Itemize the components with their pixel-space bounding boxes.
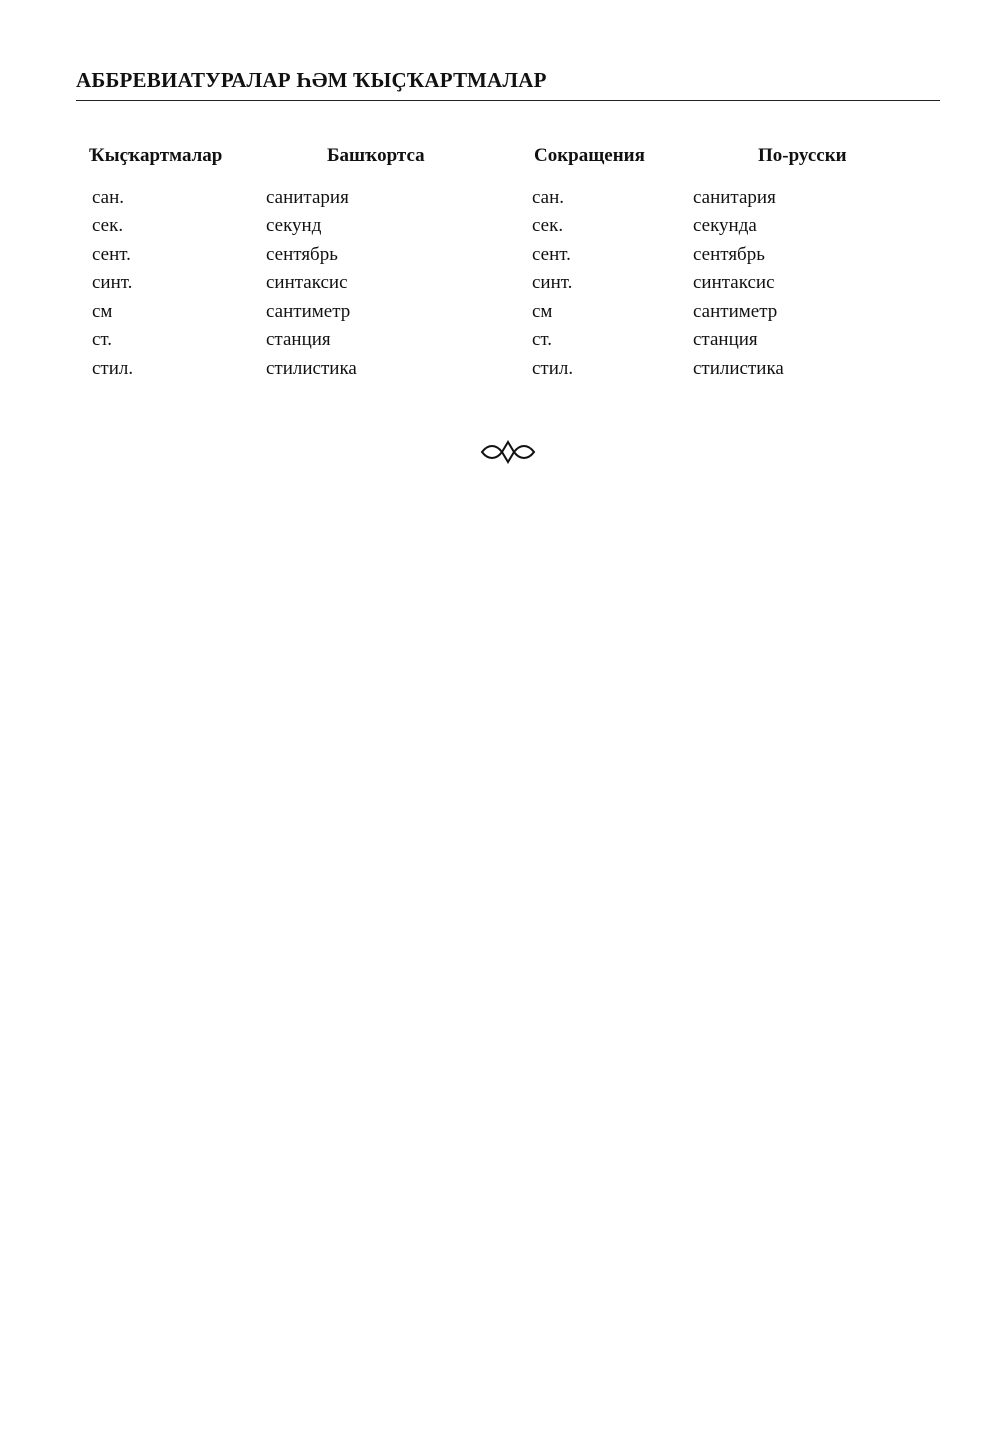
table-cell: секунд <box>266 215 322 236</box>
table-cell: синт. <box>532 272 573 293</box>
table-cell: стилистика <box>266 358 357 379</box>
table-cell: сент. <box>92 244 131 265</box>
column-header-abbreviations-ru: Сокращения <box>534 145 645 166</box>
table-cell: станция <box>693 329 758 350</box>
column-header-abbreviations-ba: Ҡыҫҡартмалар <box>89 145 223 166</box>
table-cell: сантиметр <box>266 301 351 322</box>
table-cell: санитария <box>693 187 776 208</box>
table-cell: сент. <box>532 244 571 265</box>
table-cell: станция <box>266 329 331 350</box>
table-cell: сентябрь <box>266 244 338 265</box>
table-cell: синтаксис <box>266 272 348 293</box>
table-cell: санитария <box>266 187 349 208</box>
table-cell: сан. <box>532 187 565 208</box>
table-cell: стилистика <box>693 358 784 379</box>
column-header-bashkir: Башҡортса <box>327 145 425 166</box>
table-cell: ст. <box>92 329 113 350</box>
table-cell: сентябрь <box>693 244 765 265</box>
table-cell: сантиметр <box>693 301 778 322</box>
title-divider <box>76 100 940 101</box>
table-cell: стил. <box>532 358 574 379</box>
page-title: АББРЕВИАТУРАЛАР ҺӘМ ҠЫҪҠАРТМАЛАР <box>76 68 547 92</box>
table-cell: см <box>532 301 553 322</box>
table-cell: см <box>92 301 113 322</box>
table-cell: сек. <box>532 215 564 236</box>
table-cell: сек. <box>92 215 124 236</box>
fleuron-ornament-icon <box>480 440 536 464</box>
table-cell: синт. <box>92 272 133 293</box>
column-header-russian: По-русски <box>758 145 847 166</box>
table-cell: сан. <box>92 187 125 208</box>
table-cell: ст. <box>532 329 553 350</box>
table-cell: синтаксис <box>693 272 775 293</box>
table-cell: секунда <box>693 215 757 236</box>
table-cell: стил. <box>92 358 134 379</box>
